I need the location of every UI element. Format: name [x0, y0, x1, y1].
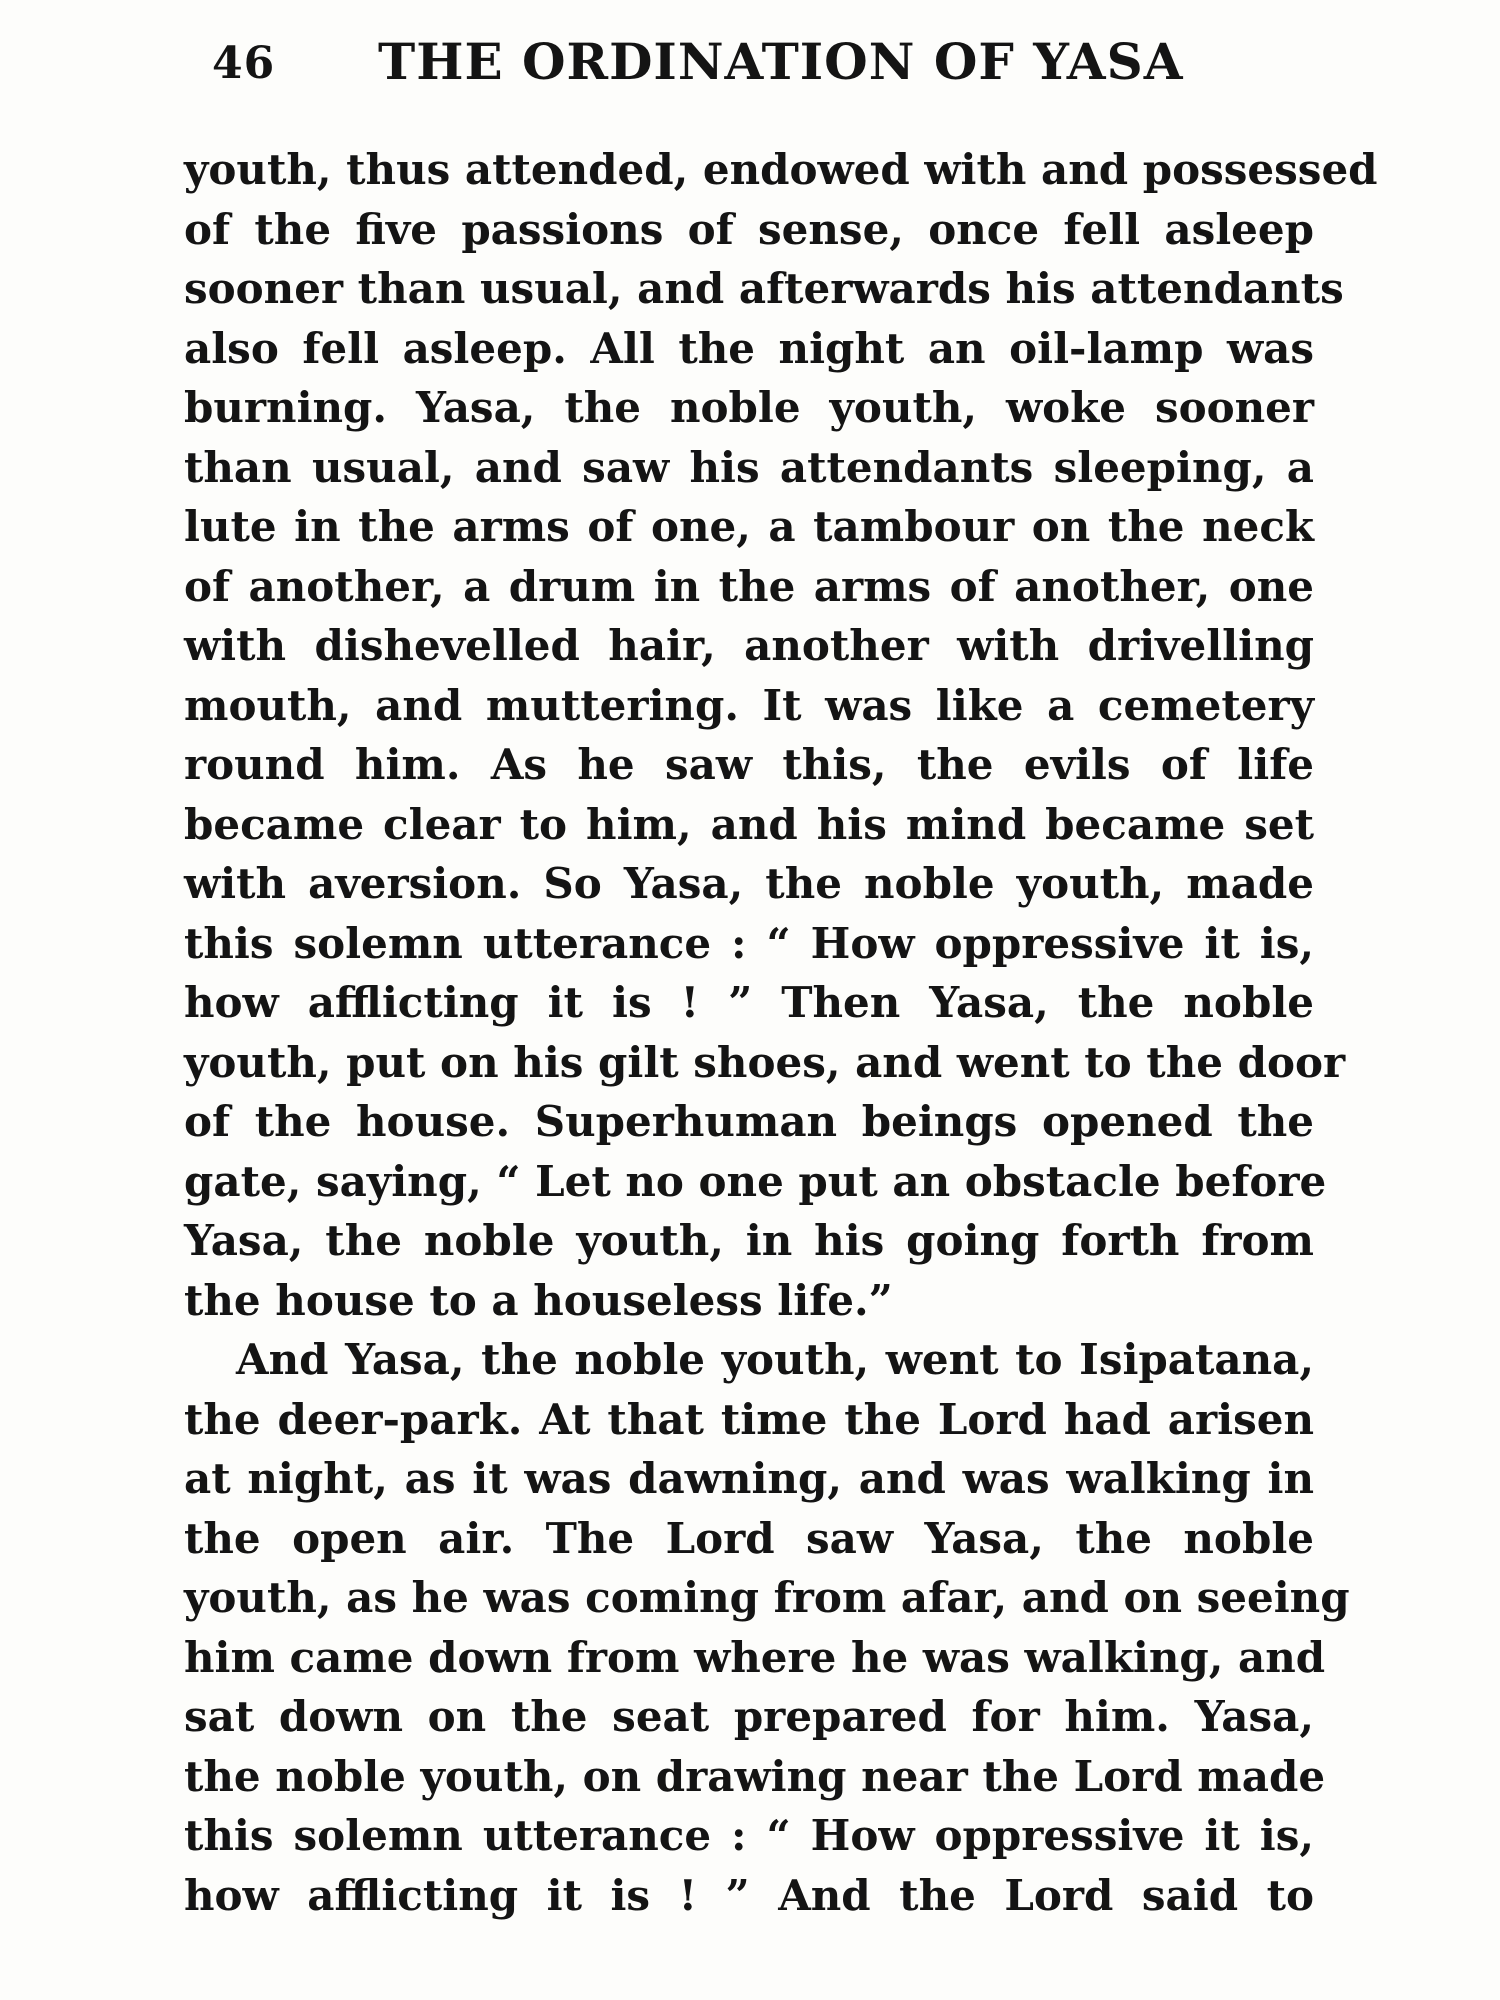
body-text [184, 140, 1378, 1925]
text-line: lute in the arms of one, a tambour on the neck [184, 502, 1314, 551]
text-line: the open air. The Lord saw Yasa, the noble [184, 1513, 1314, 1563]
text-line: this solemn utterance : “ How oppressive it is, [184, 1811, 1314, 1860]
paragraph-end-line: the house to a houseless life.” [184, 1275, 893, 1325]
text-line: round him. As he saw this, the evils of life [184, 740, 1314, 789]
text-line: this solemn utterance : “ How oppressive it is, [184, 918, 1314, 968]
text-line: how afflicting it is ! ” Then Yasa, the noble [184, 978, 1314, 1027]
running-title: THE ORDINATION OF YASA [378, 32, 1184, 91]
text-line: at night, as it was dawning, and was walking in [184, 1454, 1314, 1503]
text-line: with aversion. So Yasa, the noble youth, made [184, 859, 1314, 908]
text-line: became clear to him, and his mind became set [184, 799, 1314, 849]
text-line: of another, a drum in the arms of another, one [184, 561, 1314, 611]
text-line: of the five passions of sense, once fell asleep [184, 204, 1314, 254]
text-line: than usual, and saw his attendants sleeping, a [184, 442, 1314, 492]
text-line: burning. Yasa, the noble youth, woke sooner [184, 383, 1314, 432]
paragraph-start-line: And Yasa, the noble youth, went to Isipatana, [236, 1335, 1314, 1384]
text-line: of the house. Superhuman beings opened the [184, 1097, 1314, 1146]
text-line: the deer-park. At that time the Lord had arisen [184, 1394, 1314, 1444]
text-line: sooner than usual, and afterwards his attendants [184, 264, 1344, 313]
text-line: the noble youth, on drawing near the Lord made [184, 1751, 1326, 1801]
text-line: how afflicting it is ! ” And the Lord said to [184, 1870, 1314, 1920]
text-line: youth, as he was coming from afar, and on seeing [184, 1573, 1350, 1622]
text-line: with dishevelled hair, another with drivelling [184, 621, 1314, 670]
text-line: him came down from where he was walking, and [184, 1632, 1326, 1682]
text-line: youth, put on his gilt shoes, and went to the door [184, 1037, 1346, 1087]
text-line: sat down on the seat prepared for him. Yasa, [184, 1692, 1314, 1741]
text-line: youth, thus attended, endowed with and possessed [184, 145, 1378, 194]
text-line: Yasa, the noble youth, in his going forth from [184, 1216, 1314, 1265]
text-line: also fell asleep. All the night an oil-lamp was [184, 323, 1314, 373]
page-number: 46 [212, 38, 276, 89]
text-line: gate, saying, “ Let no one put an obstacle before [184, 1156, 1327, 1206]
text-line: mouth, and muttering. It was like a cemetery [184, 680, 1314, 730]
